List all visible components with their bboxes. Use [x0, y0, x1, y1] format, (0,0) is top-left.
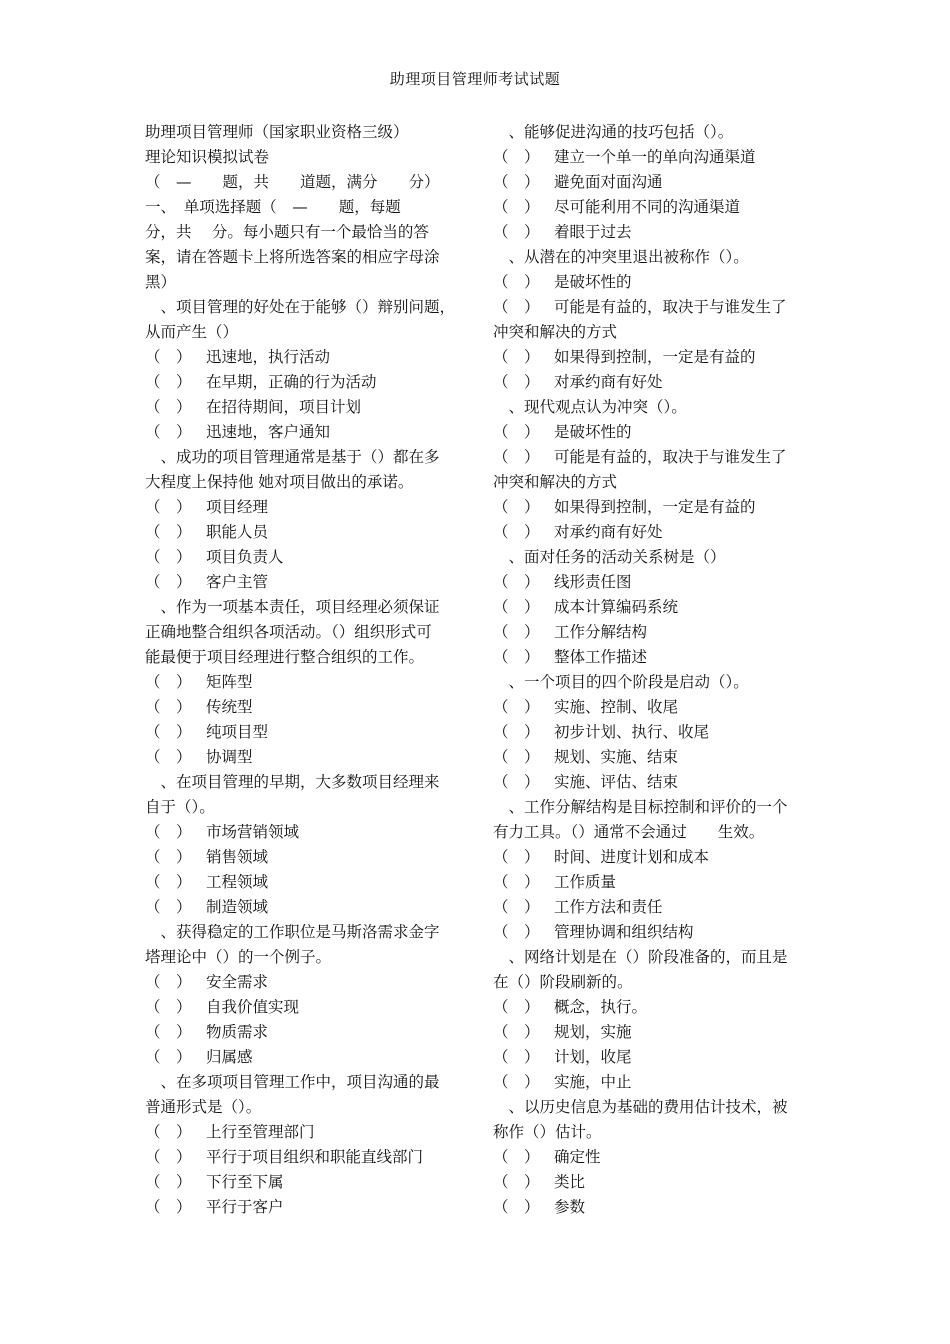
question-text-line: 、从潜在的冲突里退出被称作（）。 [493, 248, 749, 266]
answer-option [493, 345, 813, 370]
answer-option-text: 可能是有益的，取决于与谁发生了 [554, 298, 787, 316]
answer-option-text: 概念，执行。 [554, 998, 648, 1016]
answer-option [493, 220, 813, 245]
answer-option-text: 职能人员 [206, 523, 269, 541]
answer-option-text: 实施、控制、收尾 [554, 698, 679, 716]
answer-bracket: （ ） [493, 998, 540, 1016]
answer-bracket: （ ） [145, 1048, 192, 1066]
answer-option-text: 建立一个单一的单向沟通渠道 [554, 148, 756, 166]
answer-option [493, 745, 813, 770]
question-text-line: 、项目管理的好处在于能够（）辩别问题， [145, 298, 456, 316]
answer-option [145, 745, 463, 770]
answer-option-text: 规划、实施、结束 [554, 748, 679, 766]
answer-bracket: （ ） [493, 773, 540, 791]
question-text-line: 、在多项项目管理工作中，项目沟通的最 [145, 1073, 440, 1091]
right-column [493, 120, 813, 1220]
answer-option [493, 295, 813, 320]
answer-bracket: （ ） [145, 373, 192, 391]
document-title: 助理项目管理师考试试题 [389, 70, 561, 88]
answer-bracket: （ ） [145, 848, 192, 866]
answer-bracket: （ ） [145, 748, 192, 766]
question-text-line: 称作（）估计。 [493, 1123, 602, 1141]
answer-bracket: （ ） [145, 698, 192, 716]
question-text-line: 分，共 分。每小题只有一个最恰当的答 [145, 223, 429, 241]
answer-option [493, 1070, 813, 1095]
answer-option-text: 在早期，正确的行为活动 [206, 373, 377, 391]
answer-bracket: （ ） [145, 998, 192, 1016]
answer-bracket: （ ） [493, 373, 540, 391]
answer-option [145, 670, 463, 695]
question-text-line: 冲突和解决的方式 [493, 473, 618, 491]
answer-bracket: （ ） [493, 923, 540, 941]
answer-option [493, 995, 813, 1020]
answer-bracket: （ ） [145, 1198, 192, 1216]
answer-bracket: （ ） [493, 298, 540, 316]
answer-option [493, 770, 813, 795]
answer-option-text: 尽可能利用不同的沟通渠道 [554, 198, 741, 216]
answer-option-text: 如果得到控制，一定是有益的 [554, 498, 756, 516]
answer-bracket: （ ） [493, 898, 540, 916]
answer-bracket: （ ） [145, 723, 192, 741]
answer-option-text: 初步计划、执行、收尾 [554, 723, 710, 741]
question-text-line: 有力工具。（）通常不会通过 生效。 [493, 823, 765, 841]
answer-option-text: 实施、评估、结束 [554, 773, 679, 791]
answer-option-text: 迅速地，客户通知 [206, 423, 331, 441]
answer-bracket: （ ） [493, 723, 540, 741]
answer-bracket: （ ） [145, 573, 192, 591]
answer-option-text: 类比 [554, 1173, 586, 1191]
answer-option [493, 420, 813, 445]
answer-option-text: 规划，实施 [554, 1023, 632, 1041]
question-text-line: 自于（）。 [145, 798, 215, 816]
answer-option [145, 820, 463, 845]
answer-option [493, 570, 813, 595]
answer-bracket: （ ） [493, 198, 540, 216]
answer-bracket: （ ） [145, 898, 192, 916]
answer-option [493, 920, 813, 945]
question-text-line: 、工作分解结构是目标控制和评价的一个 [493, 798, 788, 816]
answer-option [145, 1195, 463, 1220]
answer-bracket: （ ） [493, 1048, 540, 1066]
answer-option [145, 970, 463, 995]
question-text-line: 、获得稳定的工作职位是马斯洛需求金字 [145, 923, 440, 941]
answer-option [493, 845, 813, 870]
answer-bracket: （ ） [145, 1123, 192, 1141]
answer-bracket: （ ） [493, 623, 540, 641]
answer-option-text: 矩阵型 [206, 673, 253, 691]
answer-bracket: （ ） [493, 423, 540, 441]
question-text-line: 在（）阶段刷新的。 [493, 973, 633, 991]
answer-bracket: （ ） [493, 873, 540, 891]
question-text-line: 、作为一项基本责任，项目经理必须保证 [145, 598, 440, 616]
answer-bracket: （ ） [145, 348, 192, 366]
answer-option-text: 对承约商有好处 [554, 523, 663, 541]
answer-bracket: （ ） [145, 973, 192, 991]
answer-option [493, 720, 813, 745]
answer-option-text: 安全需求 [206, 973, 269, 991]
answer-option [493, 1195, 813, 1220]
answer-option [493, 270, 813, 295]
answer-option-text: 可能是有益的，取决于与谁发生了 [554, 448, 787, 466]
answer-bracket: （ ） [493, 148, 540, 166]
answer-option-text: 纯项目型 [206, 723, 269, 741]
question-text-line: 案，请在答题卡上将所选答案的相应字母涂 [145, 248, 440, 266]
answer-option-text: 时间、进度计划和成本 [554, 848, 710, 866]
answer-option-text: 下行至下属 [206, 1173, 284, 1191]
answer-option [145, 395, 463, 420]
answer-option [145, 520, 463, 545]
question-text-line: 助理项目管理师（国家职业资格三级） [145, 123, 409, 141]
answer-bracket: （ ） [145, 423, 192, 441]
answer-option [145, 420, 463, 445]
answer-option-text: 如果得到控制，一定是有益的 [554, 348, 756, 366]
question-text-line: 能最便于项目经理进行整合组织的工作。 [145, 648, 425, 666]
answer-bracket: （ ） [493, 748, 540, 766]
answer-option [145, 1120, 463, 1145]
question-text-line: 正确地整合组织各项活动。（）组织形式可 [145, 623, 432, 641]
answer-option [493, 495, 813, 520]
answer-bracket: （ ） [493, 1198, 540, 1216]
answer-option [145, 845, 463, 870]
answer-option [493, 595, 813, 620]
answer-option [145, 695, 463, 720]
answer-option [145, 995, 463, 1020]
answer-option-text: 平行于项目组织和职能直线部门 [206, 1148, 424, 1166]
answer-bracket: （ ） [493, 448, 540, 466]
question-text-line: 、成功的项目管理通常是基于（）都在多 [145, 448, 440, 466]
answer-option [493, 695, 813, 720]
answer-bracket: （ ） [145, 823, 192, 841]
answer-bracket: （ ） [145, 1148, 192, 1166]
answer-option-text: 避免面对面沟通 [554, 173, 663, 191]
answer-option [493, 1020, 813, 1045]
answer-option [145, 895, 463, 920]
answer-bracket: （ ） [493, 698, 540, 716]
question-text-line: 普通形式是（）。 [145, 1098, 262, 1116]
answer-option-text: 客户主管 [206, 573, 269, 591]
question-text-line: 从而产生（） [145, 323, 239, 341]
answer-bracket: （ ） [493, 598, 540, 616]
question-text-line: 、一个项目的四个阶段是启动（）。 [493, 673, 749, 691]
answer-option-text: 物质需求 [206, 1023, 269, 1041]
answer-bracket: （ ） [145, 1023, 192, 1041]
answer-option [493, 370, 813, 395]
answer-option-text: 是破坏性的 [554, 273, 632, 291]
answer-bracket: （ ） [493, 223, 540, 241]
answer-option-text: 平行于客户 [206, 1198, 284, 1216]
answer-option [493, 895, 813, 920]
answer-option-text: 对承约商有好处 [554, 373, 663, 391]
question-text-line: 、以历史信息为基础的费用估计技术，被 [493, 1098, 788, 1116]
answer-option-text: 自我价值实现 [206, 998, 300, 1016]
answer-bracket: （ ） [493, 1148, 540, 1166]
answer-bracket: （ ） [493, 1173, 540, 1191]
question-text-line: 、现代观点认为冲突（）。 [493, 398, 687, 416]
answer-option-text: 项目经理 [206, 498, 269, 516]
answer-bracket: （ ） [493, 173, 540, 191]
answer-bracket: （ ） [493, 848, 540, 866]
question-text-line: 大程度上保持他 她对项目做出的承诺。 [145, 473, 414, 491]
answer-bracket: （ ） [493, 1073, 540, 1091]
answer-option [493, 1145, 813, 1170]
left-column [145, 120, 463, 1220]
answer-option [493, 445, 813, 470]
answer-option [145, 1045, 463, 1070]
question-text-line: 一、 单项选择题（ — 题，每题 [145, 198, 401, 216]
question-text-line: 理论知识模拟试卷 [145, 148, 270, 166]
answer-option [145, 570, 463, 595]
answer-option-text: 是破坏性的 [554, 423, 632, 441]
answer-option-text: 工作方法和责任 [554, 898, 663, 916]
answer-bracket: （ ） [493, 573, 540, 591]
answer-option [493, 1170, 813, 1195]
answer-option [493, 620, 813, 645]
answer-bracket: （ ） [145, 673, 192, 691]
answer-option [493, 195, 813, 220]
answer-option-text: 着眼于过去 [554, 223, 632, 241]
answer-option [145, 370, 463, 395]
answer-bracket: （ ） [493, 498, 540, 516]
answer-option [493, 870, 813, 895]
answer-option [145, 1145, 463, 1170]
answer-bracket: （ ） [493, 1023, 540, 1041]
answer-option [145, 1170, 463, 1195]
answer-option [493, 645, 813, 670]
answer-bracket: （ ） [145, 873, 192, 891]
answer-option [145, 1020, 463, 1045]
answer-bracket: （ ） [145, 498, 192, 516]
answer-option-text: 市场营销领域 [206, 823, 300, 841]
answer-option-text: 线形责任图 [554, 573, 632, 591]
question-text-line: 黑） [145, 273, 177, 291]
answer-option [145, 545, 463, 570]
answer-option-text: 上行至管理部门 [206, 1123, 315, 1141]
answer-option-text: 确定性 [554, 1148, 601, 1166]
answer-option [493, 1045, 813, 1070]
answer-bracket: （ ） [493, 273, 540, 291]
answer-option [145, 345, 463, 370]
answer-option [145, 720, 463, 745]
answer-bracket: （ ） [145, 523, 192, 541]
question-text-line: 、在项目管理的早期，大多数项目经理来 [145, 773, 440, 791]
answer-option [493, 520, 813, 545]
question-text-line: 、面对任务的活动关系树是（） [493, 548, 726, 566]
answer-option-text: 工作分解结构 [554, 623, 648, 641]
answer-option-text: 传统型 [206, 698, 253, 716]
answer-bracket: （ ） [493, 523, 540, 541]
answer-bracket: （ ） [145, 548, 192, 566]
answer-bracket: （ ） [493, 648, 540, 666]
answer-option-text: 制造领域 [206, 898, 269, 916]
answer-option-text: 工作质量 [554, 873, 617, 891]
answer-option-text: 参数 [554, 1198, 586, 1216]
answer-option-text: 项目负责人 [206, 548, 284, 566]
answer-option [145, 495, 463, 520]
answer-option-text: 成本计算编码系统 [554, 598, 679, 616]
question-text-line: 塔理论中（）的一个例子。 [145, 948, 332, 966]
question-text-line: 冲突和解决的方式 [493, 323, 618, 341]
answer-option [493, 170, 813, 195]
answer-option-text: 在招待期间，项目计划 [206, 398, 362, 416]
answer-option-text: 管理协调和组织结构 [554, 923, 694, 941]
question-text-line: 、能够促进沟通的技巧包括（）。 [493, 123, 734, 141]
answer-option-text: 实施，中止 [554, 1073, 632, 1091]
answer-option-text: 工程领域 [206, 873, 269, 891]
question-text-line: 、网络计划是在（）阶段准备的，而且是 [493, 948, 788, 966]
answer-option [493, 145, 813, 170]
answer-bracket: （ ） [145, 398, 192, 416]
answer-option-text: 计划，收尾 [554, 1048, 632, 1066]
answer-option-text: 协调型 [206, 748, 253, 766]
answer-bracket: （ ） [493, 348, 540, 366]
answer-option-text: 整体工作描述 [554, 648, 648, 666]
question-text-line: （ — 题，共 道题，满分 分） [145, 173, 440, 191]
answer-option-text: 归属感 [206, 1048, 253, 1066]
answer-bracket: （ ） [145, 1173, 192, 1191]
answer-option-text: 迅速地，执行活动 [206, 348, 331, 366]
answer-option-text: 销售领域 [206, 848, 269, 866]
answer-option [145, 870, 463, 895]
